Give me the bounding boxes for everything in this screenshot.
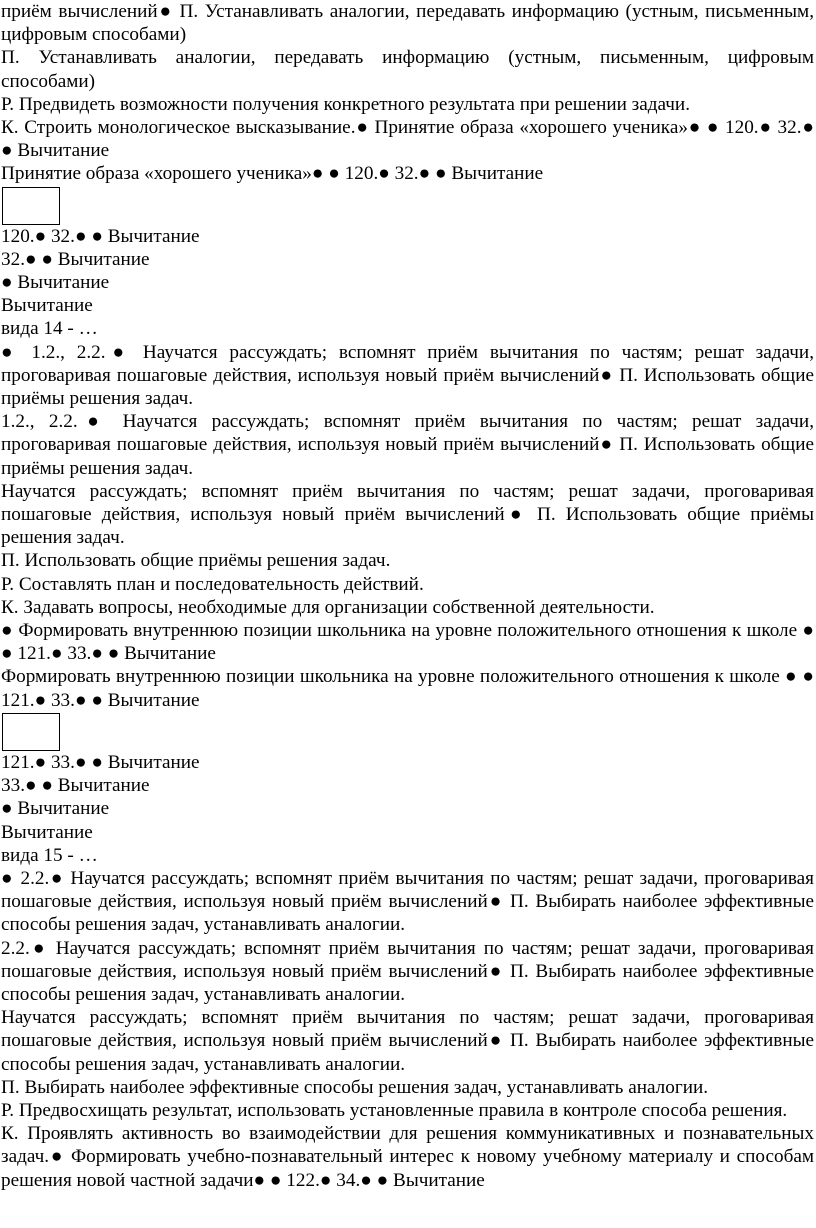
paragraph: 32.● ● Вычитание bbox=[1, 248, 150, 270]
paragraph: ● 2.2.● Научатся рассуждать; вспомнят приём вычитания по частям; решат задачи, проговаривая пошаговые действия, используя новый приём вычислений● П. Выбирать наиболее эффективные способы решения задач, устанавливать аналогии. bbox=[1, 867, 814, 936]
paragraph: Принятие образа «хорошего ученика»● ● 120.● 32.● ● Вычитание bbox=[1, 163, 544, 185]
empty-frame bbox=[2, 187, 60, 225]
paragraph: приём вычислений● П. Устанавливать аналогии, передавать информацию (устным, письменным, цифровым способами) bbox=[1, 1, 814, 46]
paragraph: вида 14 - … bbox=[1, 318, 98, 340]
paragraph: П. Устанавливать аналогии, передавать информацию (устным, письменным, цифровым способами) bbox=[1, 47, 814, 92]
paragraph: ● Вычитание bbox=[1, 272, 110, 294]
paragraph: К. Проявлять активность во взаимодействии для решения коммуникативных и познавательных задач.● Формировать учебно-познавательный интерес к новому учебному материалу и способам решения новой частной задачи● ● 122.● 34.● ● Вычитание bbox=[1, 1123, 814, 1191]
paragraph: Научатся рассуждать; вспомнят приём вычитания по частям; решат задачи, проговаривая пошаговые действия, используя новый приём вычислений● П. Выбирать наиболее эффективные способы решения задач, устанавливать аналогии. bbox=[1, 1007, 814, 1075]
paragraph: П. Выбирать наиболее эффективные способы решения задач, устанавливать аналогии. bbox=[1, 1076, 709, 1098]
paragraph: ● Формировать внутреннюю позиции школьника на уровне положительного отношения к школе ● ● 121.● 33.● ● Вычитание bbox=[1, 620, 814, 665]
empty-frame bbox=[2, 713, 60, 751]
paragraph: 1.2., 2.2.● Научатся рассуждать; вспомнят приём вычитания по частям; решат задачи, проговаривая пошаговые действия, используя новый приём вычислений● П. Использовать общие приёмы решения задач. bbox=[1, 411, 814, 479]
paragraph: ● 1.2., 2.2.● Научатся рассуждать; вспомнят приём вычитания по частям; решат задачи, проговаривая пошаговые действия, используя новый приём вычислений● П. Использовать общие приёмы решения задач. bbox=[1, 341, 814, 410]
paragraph: П. Использовать общие приёмы решения задач. bbox=[1, 550, 391, 572]
paragraph: Р. Составлять план и последовательность действий. bbox=[1, 573, 424, 595]
paragraph: 33.● ● Вычитание bbox=[1, 775, 150, 797]
paragraph: Формировать внутреннюю позиции школьника на уровне положительного отношения к школе ● ● 121.● 33.● ● Вычитание bbox=[1, 666, 814, 711]
paragraph: ● Вычитание bbox=[1, 798, 110, 820]
paragraph: Вычитание bbox=[1, 295, 93, 317]
paragraph: вида 15 - … bbox=[1, 844, 98, 866]
paragraph: Р. Предвосхищать результат, использовать установленные правила в контроле способа решения. bbox=[1, 1099, 788, 1121]
paragraph: Вычитание bbox=[1, 821, 93, 843]
paragraph: 2.2.● Научатся рассуждать; вспомнят приём вычитания по частям; решат задачи, проговаривая пошаговые действия, используя новый приём вычислений● П. Выбирать наиболее эффективные способы решения задач, устанавливать аналогии. bbox=[1, 937, 814, 1005]
paragraph: 120.● 32.● ● Вычитание bbox=[1, 225, 200, 247]
paragraph: 121.● 33.● ● Вычитание bbox=[1, 751, 200, 773]
paragraph: Научатся рассуждать; вспомнят приём вычитания по частям; решат задачи, проговаривая пошаговые действия, используя новый приём вычислений● П. Использовать общие приёмы решения задач. bbox=[1, 480, 814, 549]
paragraph: Р. Предвидеть возможности получения конкретного результата при решении задачи. bbox=[1, 93, 690, 115]
paragraph: К. Задавать вопросы, необходимые для организации собственной деятельности. bbox=[1, 596, 655, 618]
paragraph: К. Строить монологическое высказывание.● Принятие образа «хорошего ученика»● ● 120.● 32.● ● Вычитание bbox=[1, 117, 814, 162]
